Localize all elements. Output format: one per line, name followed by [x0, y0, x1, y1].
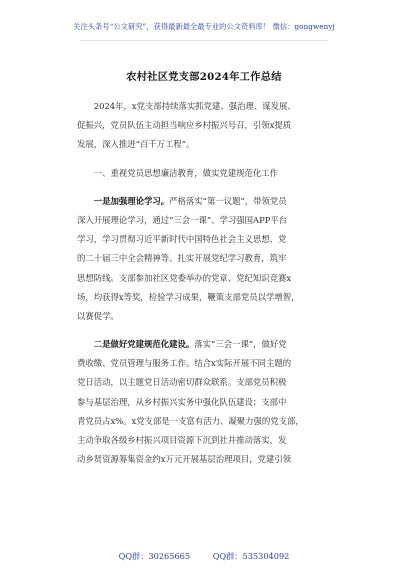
item1-line: 思想防线。支部参加社区党委举办的党章、党纪知识竞赛x: [77, 272, 292, 283]
item1-line: 学习，学习贯彻习近平新时代中国特色社会主义思想、党: [77, 234, 287, 245]
intro-line: 发展，深入推进“百千万工程”。: [77, 139, 195, 150]
item2-line: 主动争取各级乡村振兴项目资源下沉到社并推动落实，发: [77, 435, 287, 445]
item2-line: 参与基层治理，从乡村振兴实务中强化队伍建设；支部中: [77, 396, 287, 407]
intro-line: 2024年，x党支部持续落实抓党建、强治理、谋发展、: [93, 101, 296, 111]
item1-line: 的二十届三中全会精神等。扎实开展党纪学习教育，筑牢: [77, 253, 287, 264]
intro-line: 促振兴，党员队伍主动担当响应乡村振兴号召，引领x提质: [77, 120, 292, 131]
item1-lead: 一是加强理论学习。: [93, 195, 170, 206]
footer-contacts: [0, 551, 408, 562]
item2-line: 党日活动，以主题党日活动密切群众联系。支部党员积极: [77, 377, 287, 388]
footer-qq-group-2: QQ群：535304092: [212, 551, 290, 561]
item2-lead: 二是做好党建规范化建设。: [93, 339, 195, 350]
item2-line: 青党员占x%。x党支部是一支富有活力、凝聚力强的党支部，: [77, 415, 304, 426]
item2-first-line: [77, 335, 347, 354]
item1-line: 深入开展理论学习，通过“三会一课”、学习强国APP平台: [77, 214, 288, 225]
item1-first-text: 严格落实“第一议题”，带领党员: [169, 195, 287, 206]
item2-line: 费收缴、党员管理与服务工作。结合x实际开展不同主题的: [77, 358, 292, 369]
footer-qq-group-1: QQ群：30265665: [118, 551, 191, 561]
item1-first-line: [77, 192, 347, 211]
top-banner: 关注头条号“公文研究”，获得最新最全最专业的公文资料库！ 微信：gongwenyj: [73, 22, 335, 31]
item1-line: 场，均获得x等奖，检验学习成果，鞭策支部党员以学增智，: [77, 291, 300, 302]
intro-paragraph: [77, 97, 347, 155]
item1-paragraph: [77, 192, 347, 326]
item2-line: 动乡贤资源筹集资金约x万元开展基层治理项目，党建引领: [77, 454, 292, 465]
item1-line: 以赛促学。: [77, 310, 119, 321]
section-heading: [77, 164, 347, 183]
document-body: [77, 97, 347, 478]
item2-paragraph: [77, 335, 347, 469]
section-heading-text: 一、重视党员思想廉洁教育，做实党建规范化工作: [93, 167, 279, 178]
item2-first-text: 落实“三会一课”，做好党: [194, 339, 287, 350]
banner-divider: [80, 40, 328, 41]
document-title: 农村社区党支部2024年工作总结: [126, 71, 282, 83]
